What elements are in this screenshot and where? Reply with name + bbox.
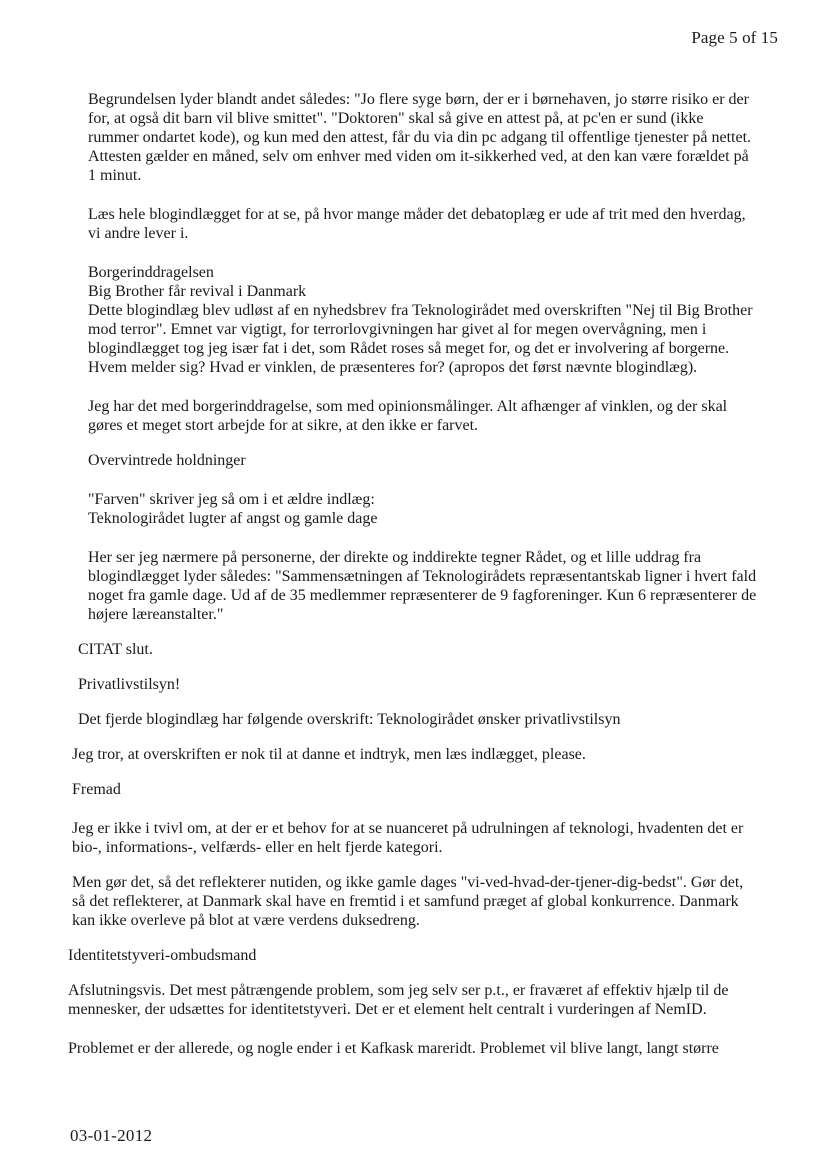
subheading-big-brother: Big Brother får revival i Danmark	[88, 283, 307, 300]
heading-borgerinddragelsen: Borgerinddragelsen	[88, 264, 214, 281]
heading-fremad: Fremad	[72, 781, 121, 798]
heading-privatlivstilsyn: Privatlivstilsyn!	[78, 676, 181, 693]
paragraph-read-blogpost: Læs hele blogindlægget for at se, på hvor mange måder det debatoplæg er ude af trit med den hverdag, vi andre lever i.	[88, 206, 746, 242]
paragraph-representatives: Her ser jeg nærmere på personerne, der direkte og inddirekte tegner Rådet, og et lille uddrag fra blogindlægget lyder således: "Sammensætningen af Teknologirådets repræsentantskab ligner i hvert fald noget fra gamle dage. Ud af de 35 medlemmer repræsenterer de 9 fagforeninger. Kun 6 repræsenterer de højere læreanstalter."	[88, 549, 757, 623]
paragraph-citat-slut: CITAT slut.	[78, 641, 153, 658]
paragraph-reflect-present: Men gør det, så det reflekterer nutiden, og ikke gamle dages "vi-ved-hvad-der-tjener-dig-bedst". Gør det, så det reflekterer, at Danmark skal have en fremtid i et samfund præget af global konkurrence. Danmark kan ikke overleve på blot at være verdens duksedreng.	[72, 874, 744, 929]
heading-overvintrede-holdninger: Overvintrede holdninger	[88, 452, 246, 469]
paragraph-opinion-polls: Jeg har det med borgerinddragelse, som med opinionsmålinger. Alt afhænger af vinklen, og der skal gøres et meget stort arbejde for at sikre, at den ikke er farvet.	[88, 398, 728, 434]
paragraph-big-brother-body: Dette blogindlæg blev udløst af en nyhedsbrev fra Teknologirådet med overskriften "Nej til Big Brother mod terror". Emnet var vigtigt, for terrorlovgivningen har givet al for megen overvågning, men i blogindlægget tog jeg især fat i det, som Rådet roses så meget for, og det er involvering af borgerne. Hvem melder sig? Hvad er vinklen, de præsenteres for? (apropos det først nævnte blogindlæg).	[88, 302, 753, 376]
blogpost-title-angst: Teknologirådet lugter af angst og gamle dage	[88, 510, 378, 527]
paragraph-farven-intro: "Farven" skriver jeg så om i et ældre indlæg:	[88, 491, 375, 508]
paragraph-fourth-blogpost: Det fjerde blogindlæg har følgende overskrift: Teknologirådet ønsker privatlivstilsyn	[78, 711, 621, 728]
page-number: Page 5 of 15	[691, 28, 778, 47]
footer-date: 03-01-2012	[70, 1126, 153, 1145]
paragraph-headline-impression: Jeg tror, at overskriften er nok til at danne et indtryk, men læs indlægget, please.	[72, 746, 586, 763]
document-body	[68, 90, 758, 1074]
paragraph-justification: Begrundelsen lyder blandt andet således: "Jo flere syge børn, der er i børnehaven, jo større risiko er der for, at også dit barn vil blive smittet". "Doktoren" skal så give en attest på, at pc'en er sund (ikke rummer ondartet kode), og kun med den attest, får du via din pc adgang til offentlige tjenester på nettet. Attesten gælder en måned, selv om enhver med viden om it-sikkerhed ved, at den kan være forældet på 1 minut.	[88, 91, 752, 184]
paragraph-nuanced-view: Jeg er ikke i tvivl om, at der er et behov for at se nuanceret på udrulningen af teknologi, hvadenten det er bio-, informations-, velfærds- eller en helt fjerde kategori.	[72, 820, 744, 856]
heading-identitetstyveri: Identitetstyveri-ombudsmand	[68, 947, 257, 964]
paragraph-kafka-nightmare: Problemet er der allerede, og nogle ender i et Kafkask mareridt. Problemet vil blive langt, langt større	[68, 1040, 719, 1057]
paragraph-identity-theft: Afslutningsvis. Det mest påtrængende problem, som jeg selv ser p.t., er fraværet af effektiv hjælp til de mennesker, der udsættes for identitetstyveri. Det er et element helt centralt i vurderingen af NemID.	[68, 982, 729, 1018]
